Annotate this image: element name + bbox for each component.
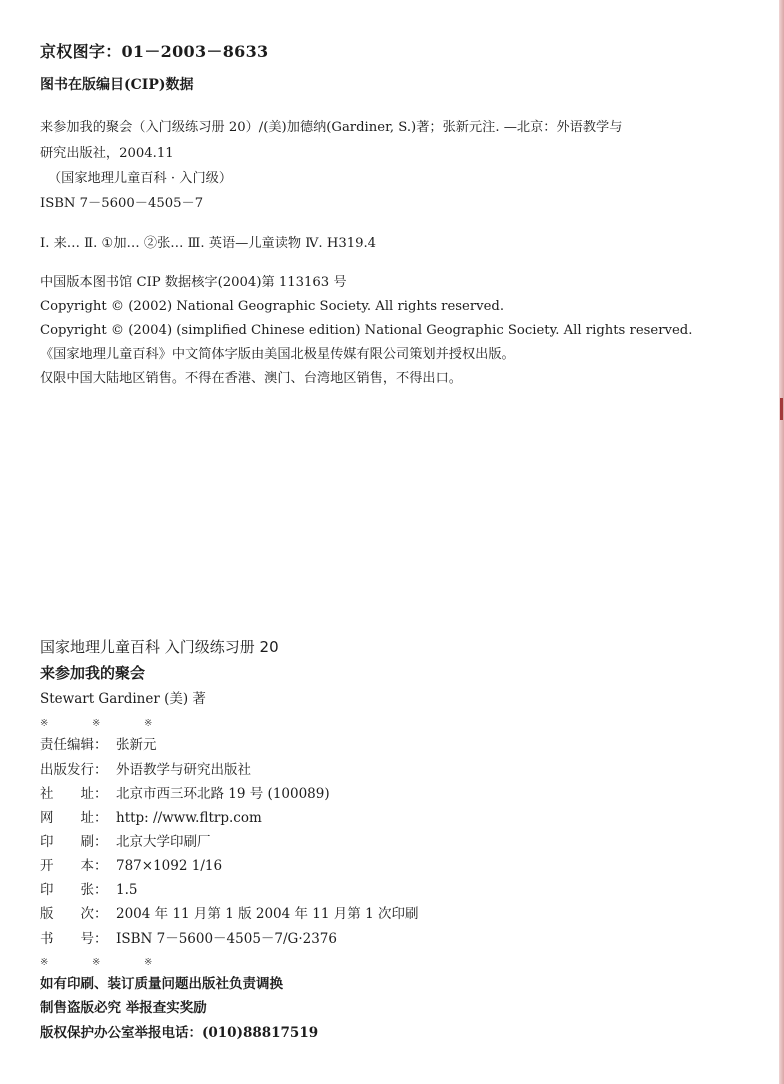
detail-label: 社 址： (40, 786, 108, 802)
quality-notice: 如有印刷、装订质量问题出版社负责调换 (40, 976, 283, 992)
cip-line-3: （国家地理儿童百科 · 入门级） (48, 171, 233, 186)
detail-label: 印 刷： (40, 834, 108, 850)
detail-address (40, 788, 330, 802)
star-mark: ※ (144, 957, 153, 968)
star-mark: ※ (92, 718, 101, 729)
detail-label: 书 号： (40, 931, 108, 947)
detail-value: 2004 年 11 月第 1 版 2004 年 11 月第 1 次印刷 (116, 906, 419, 922)
detail-publisher (40, 764, 251, 778)
detail-format (40, 860, 222, 874)
license-statement: 《国家地理儿童百科》中文简体字版由美国北极星传媒有限公司策划并授权出版。 (40, 347, 515, 362)
separator-stars-1 (40, 719, 196, 729)
detail-value: 外语教学与研究出版社 (116, 762, 251, 778)
star-mark: ※ (40, 718, 49, 729)
star-mark: ※ (144, 718, 153, 729)
page-edge-shading (779, 0, 784, 1084)
cip-isbn: ISBN 7－5600－4505－7 (40, 196, 204, 211)
separator-stars-2 (40, 958, 196, 968)
detail-value: 张新元 (116, 737, 157, 753)
detail-value: ISBN 7－5600－4505－7/G·2376 (116, 931, 337, 947)
detail-value: 787×1092 1/16 (116, 858, 223, 874)
cip-record-number: 中国版本图书馆 CIP 数据核字(2004)第 113163 号 (40, 275, 347, 290)
copyright-permit-number: 京权图字：01－2003－8633 (40, 42, 269, 61)
sales-restriction: 仅限中国大陆地区销售。不得在香港、澳门、台湾地区销售，不得出口。 (40, 371, 462, 386)
detail-sheets (40, 884, 137, 898)
series-title: 国家地理儿童百科 入门级练习册 20 (40, 638, 279, 656)
detail-label: 网 址： (40, 810, 108, 826)
cip-line-1: 来参加我的聚会（入门级练习册 20）/(美)加德纳(Gardiner, S.)著；张新元注. —北京：外语教学与 (40, 120, 623, 135)
report-hotline: 版权保护办公室举报电话：(010)88817519 (40, 1025, 319, 1041)
copyright-line-2002: Copyright © (2002) National Geographic Society. All rights reserved. (40, 299, 505, 314)
cip-heading: 图书在版编目(CIP)数据 (40, 77, 194, 93)
detail-value: 北京大学印刷厂 (116, 834, 211, 850)
detail-value: 1.5 (116, 882, 138, 898)
detail-label: 印 张： (40, 882, 108, 898)
book-author: Stewart Gardiner (美) 著 (40, 691, 206, 707)
star-mark: ※ (92, 957, 101, 968)
detail-value: http: //www.fltrp.com (116, 810, 262, 826)
piracy-notice: 制售盗版必究 举报查实奖励 (40, 1000, 207, 1016)
detail-label: 开 本： (40, 858, 108, 874)
detail-label: 责任编辑： (40, 737, 108, 753)
book-title: 来参加我的聚会 (40, 664, 146, 682)
detail-editor (40, 739, 157, 753)
cip-line-2: 研究出版社，2004.11 (40, 146, 174, 161)
copyright-line-2004: Copyright © (2004) (simplified Chinese edition) National Geographic Society. All rights reserved. (40, 323, 693, 338)
detail-printer (40, 836, 211, 850)
detail-edition (40, 908, 418, 922)
detail-website (40, 812, 262, 826)
detail-book-number (40, 933, 337, 947)
page-edge-mark (780, 398, 783, 420)
star-mark: ※ (40, 957, 49, 968)
detail-label: 版 次： (40, 906, 108, 922)
detail-value: 北京市西三环北路 19 号 (100089) (116, 786, 330, 802)
cip-classification: Ⅰ. 来… Ⅱ. ①加… ②张… Ⅲ. 英语—儿童读物 Ⅳ. H319.4 (40, 236, 377, 251)
detail-label: 出版发行： (40, 762, 108, 778)
